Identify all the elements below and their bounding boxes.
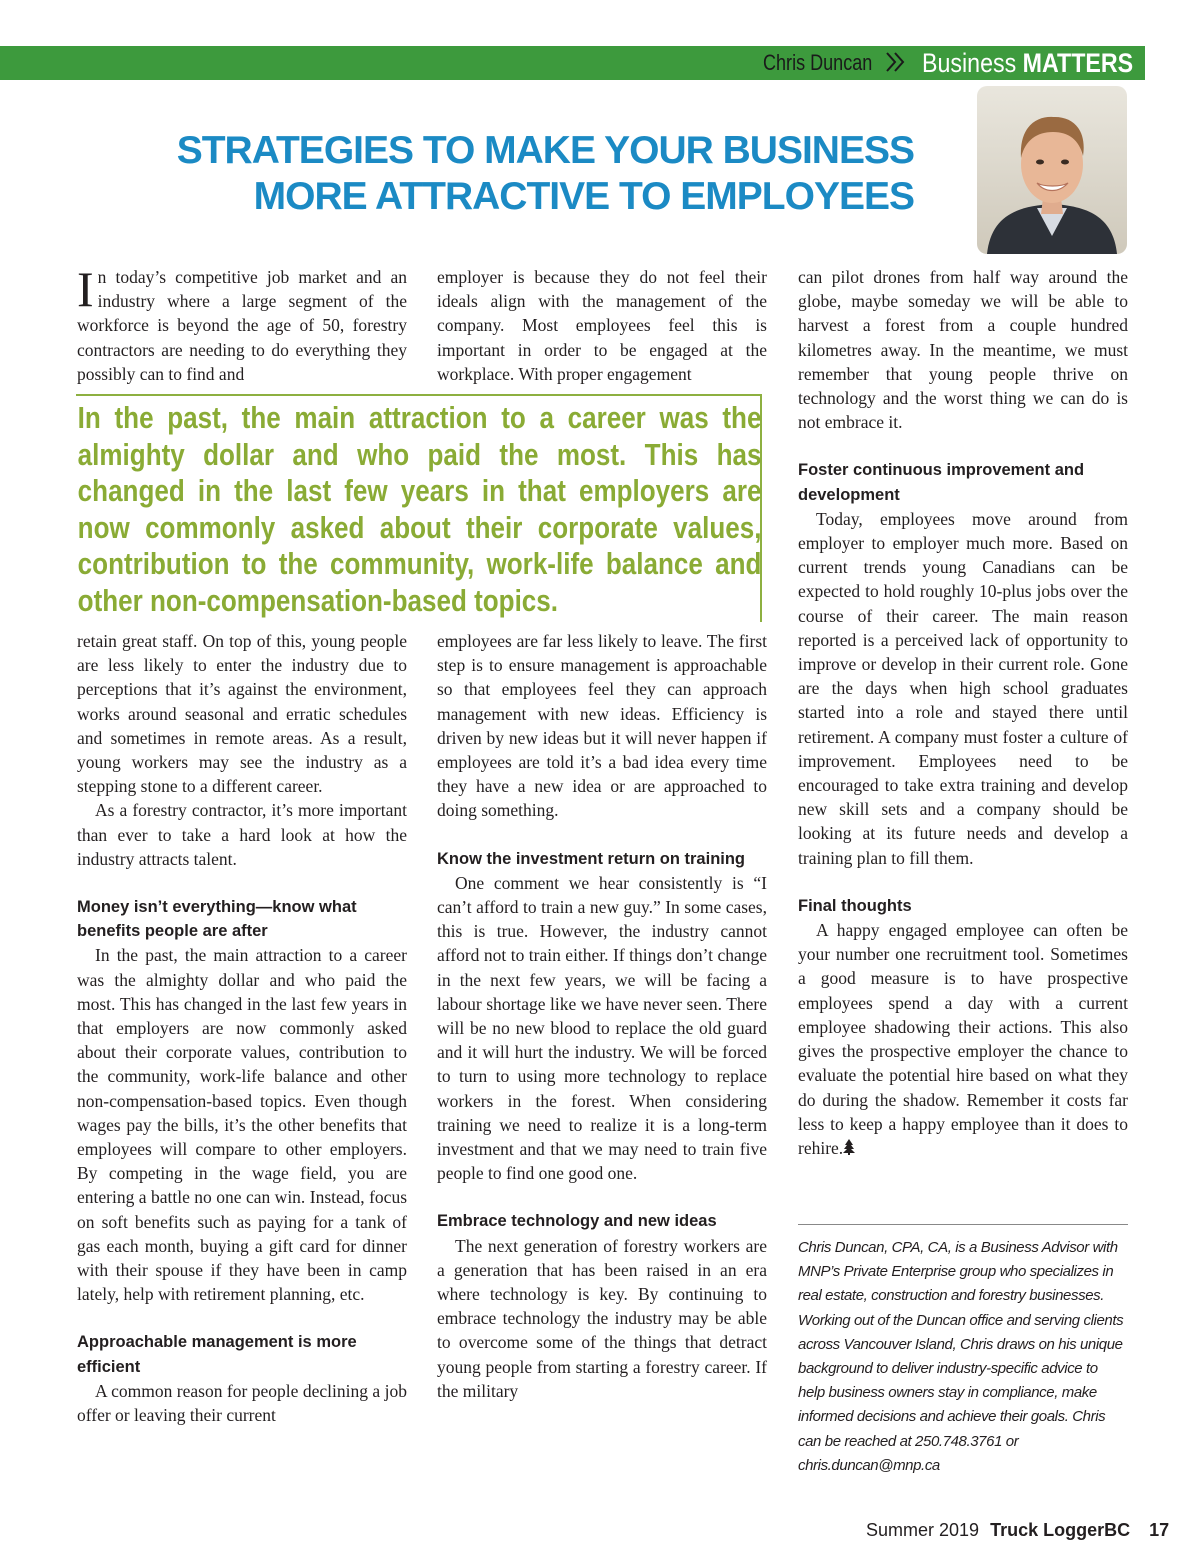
page-number: 17 [1149, 1520, 1170, 1540]
subheading-money: Money isn’t everything—know what benefits people are after [77, 898, 357, 941]
subheading-foster: Foster continuous improvement and development [798, 461, 1085, 504]
magazine-name: Truck LoggerBC [990, 1520, 1131, 1540]
intro-paragraph [77, 261, 407, 386]
column-1-top [77, 261, 407, 386]
author-photo [977, 86, 1127, 254]
section-name-light: Business [922, 48, 1023, 78]
paragraph: employees are far less likely to leave. The first step is to ensure management is approachable so that employees feel they can approach management with new ideas. Efficiency is driven by new ideas but it will never happen if employees are told it’s a bad idea every time they have a new idea or are approached to doing something. [437, 631, 767, 821]
paragraph: Today, employees move around from employer to employer much more. Based on current trends young Canadians can be expected to hold roughly 10-plus jobs over the course of their career. The main reason reported is a perceived lack of opportunity to improve or develop in their current role. Gone are the days when high school graduates started into a role and stayed there until retirement. A company must foster a culture of improvement. Employees need to be encouraged to take extra training and develop new skill sets and a company should be looking at its future needs and develop a training plan to fill them. [798, 508, 1128, 868]
section-header-bar [0, 46, 1145, 80]
article-title-line-2: MORE ATTRACTIVE TO EMPLOYEES [253, 175, 914, 218]
paragraph: can pilot drones from half way around the globe, maybe someday we will be able to harvest a forest from a couple hundred kilometres away. In the meantime, we must remember that young people thrive on technology and the worst thing we can do is not embrace it. [798, 267, 1128, 433]
bio-divider [798, 1224, 1128, 1225]
section-name-bold: MATTERS [1022, 48, 1134, 78]
column-2 [437, 629, 767, 1403]
paragraph: The next generation of forestry workers are a generation that has been raised in an era where technology is key. By continuing to embrace technology the industry may be able to overcome some of the things that detract young people from starting a forestry career. If the military [437, 1235, 767, 1401]
author-bio: Chris Duncan, CPA, CA, is a Business Advisor with MNP’s Private Enterprise group who specializes in real estate, construction and forestry businesses. Working out of the Duncan office and serving clients across Vancouver Island, Chris draws on his unique background to deliver industry-specific advice to help business owners stay in compliance, make informed decisions and achieve their goals. Chris can be reached at 250.748.3761 or chris.duncan@mnp.ca [798, 1239, 1124, 1474]
subheading-investment: Know the investment return on training [437, 849, 746, 868]
drop-cap: I [77, 261, 94, 317]
paragraph: One comment we hear consistently is “I can’t afford to train a new guy.” In some cases, this is true. However, the industry cannot afford not to train either. If things don’t change in the next few years, we will be facing a labour shortage like we have never seen. There will be no new blood to replace the old guard and it will hurt the industry. We will be forced to turn to using more technology to replace workers in the forest. When considering training we need to realize it is a long-term investment and that we may need to train five people to find one good one. [437, 872, 767, 1184]
paragraph: A common reason for people declining a job offer or leaving their current [77, 1380, 407, 1426]
pull-quote-text: In the past, the main attraction to a career was the almighty dollar and who paid the most. This has changed in the last few years in that employers are now commonly asked about their corporate values, contribution to the community, work-life balance and other non-compensation-based topics. [77, 400, 762, 618]
paragraph: In the past, the main attraction to a career was the almighty dollar and who paid the most. This has changed in the last few years in that employers are now commonly asked about their corporate values, contribution to the community, work-life balance and other non-compensation-based topics. Even though wages pay the bills, it’s the other benefits that employees will compare to other employers. By competing in the wage field, you are entering a battle no one can win. Instead, focus on soft benefits such as paying for a tank of gas each month, buying a gift card for dinner with their spouse if they have been in camp lately, help with retirement planning, etc. [77, 945, 407, 1305]
paragraph [798, 918, 1128, 1160]
pull-quote [76, 394, 762, 622]
subheading-approachable: Approachable management is more efficient [77, 1333, 357, 1376]
subheading-final-thoughts: Final thoughts [798, 896, 912, 915]
page-footer [866, 1520, 1169, 1541]
column-2-top-paragraph: employer is because they do not feel their ideals align with the management of the company. Most employees feel this is important in order to be engaged at the workplace. With proper engagement [437, 267, 767, 384]
column-2-top [437, 265, 767, 386]
issue-label: Summer 2019 [866, 1520, 980, 1540]
intro-text: n today’s competitive job market and an industry where a large segment of the workforce is beyond the age of 50, forestry contractors are needing to do everything they possibly can to find and [77, 267, 407, 384]
final-text: A happy engaged employee can often be your number one recruitment tool. Sometimes a good measure is to have prospective employees spend a day with a current employee shadowing their actions. This also gives the prospective employer the chance to evaluate the potential hire based on what they do during the shadow. Remember it costs far less to keep a happy employee than it does to rehire. [798, 920, 1128, 1158]
paragraph: retain great staff. On top of this, young people are less likely to enter the industry due to perceptions that it’s against the environment, works around seasonal and erratic schedules and sometimes in remote areas. As a result, young workers may see the industry as a stepping stone to a different career. [77, 631, 407, 797]
article-title [150, 128, 914, 220]
author-name: Chris Duncan [763, 50, 873, 75]
section-name [922, 48, 1133, 79]
double-chevron-right-icon [883, 49, 909, 75]
paragraph: As a forestry contractor, it’s more important than ever to take a hard look at how the industry attracts talent. [77, 800, 407, 869]
column-1 [77, 629, 407, 1427]
author-portrait-image [977, 86, 1127, 254]
column-3 [798, 265, 1128, 1160]
subheading-technology: Embrace technology and new ideas [437, 1212, 717, 1231]
article-title-line-1: STRATEGIES TO MAKE YOUR BUSINESS [176, 129, 914, 172]
tree-icon [843, 1139, 855, 1155]
